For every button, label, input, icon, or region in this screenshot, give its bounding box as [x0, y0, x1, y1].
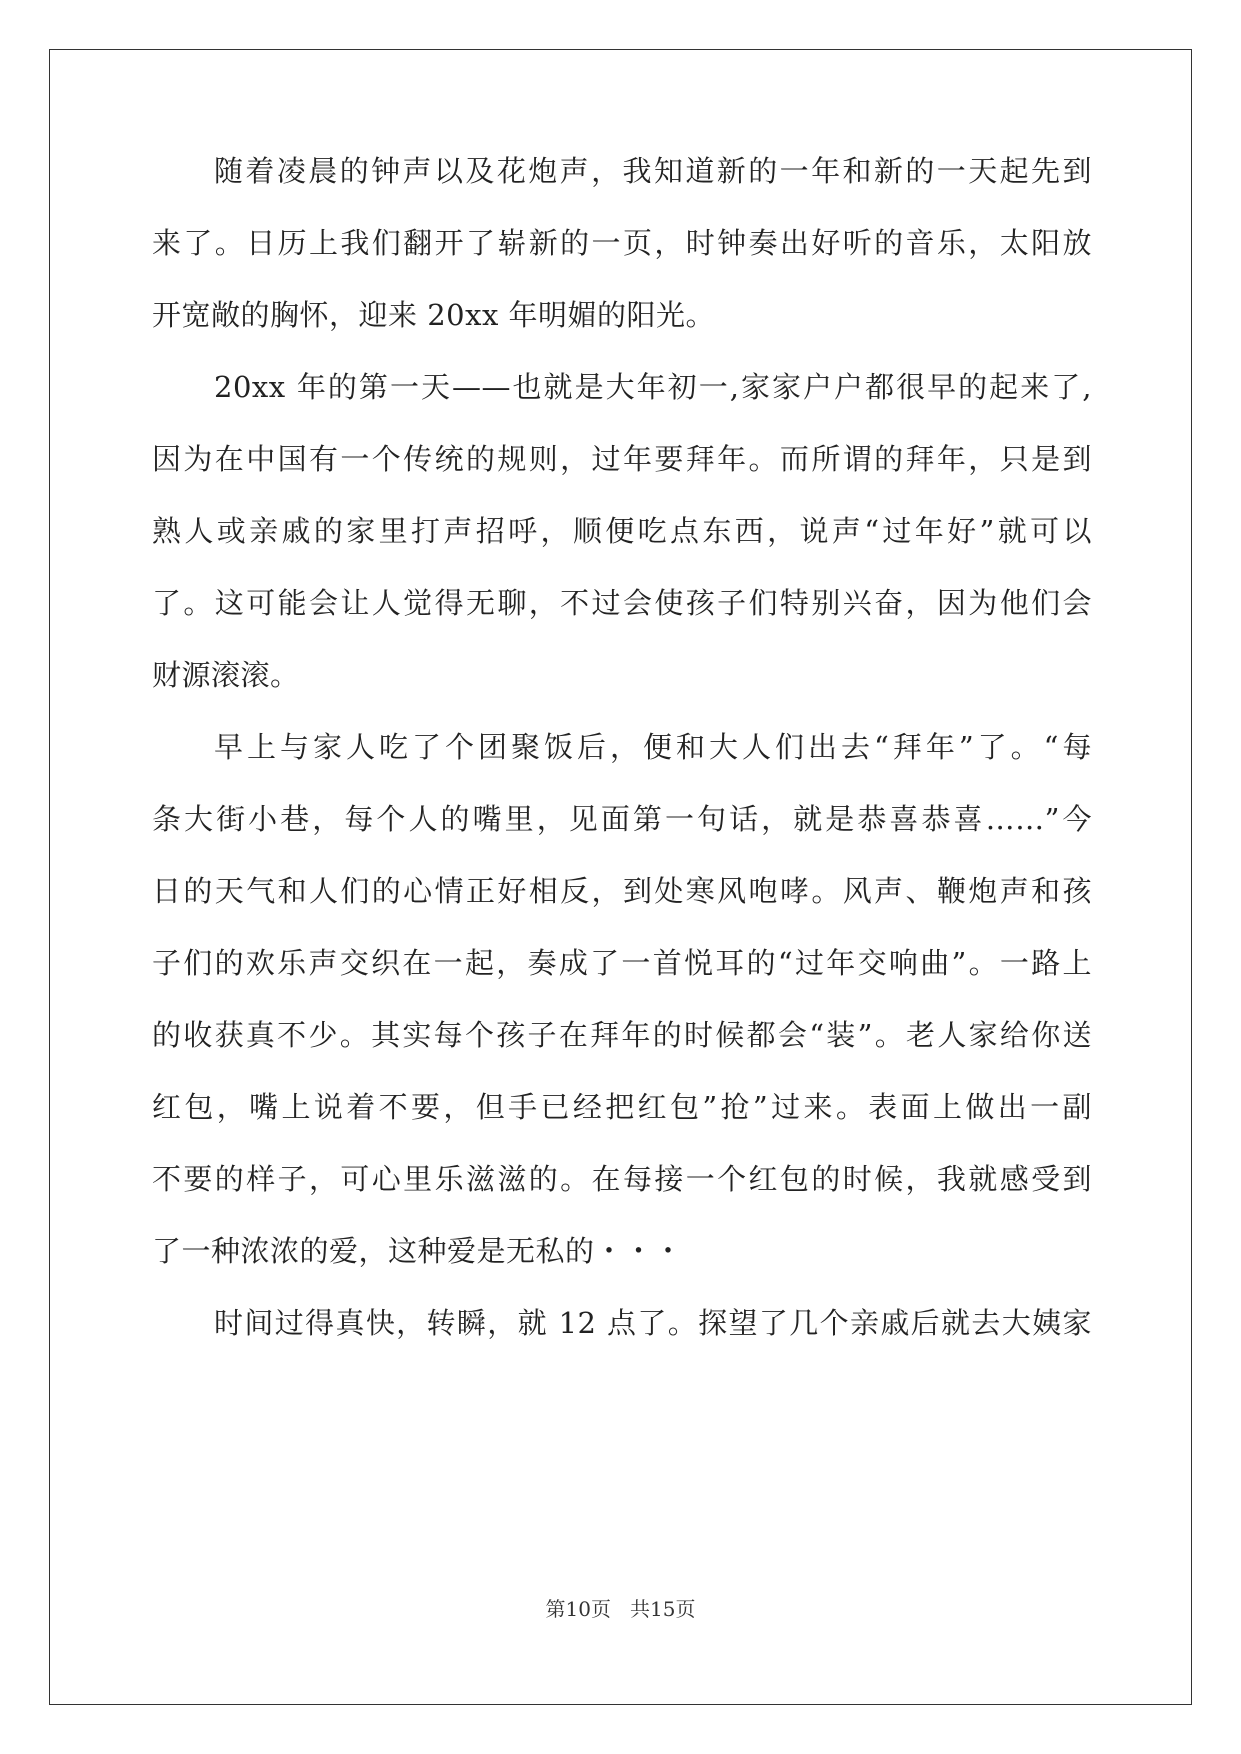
paragraph-2-line-2: 因为在中国有一个传统的规则，过年要拜年。而所谓的拜年，只是到: [152, 442, 1092, 476]
paragraph-3-line-8: 了一种浓浓的爱，这种爱是无私的・・・: [152, 1234, 684, 1268]
paragraph-1-line-3: 开宽敞的胸怀，迎来 20xx 年明媚的阳光。: [152, 298, 716, 332]
paragraph-3-line-4: 子们的欢乐声交织在一起，奏成了一首悦耳的“过年交响曲”。一路上: [152, 946, 1092, 980]
paragraph-1-line-2: 来了。日历上我们翻开了崭新的一页，时钟奏出好听的音乐，太阳放: [152, 226, 1092, 260]
paragraph-2-line-4: 了。这可能会让人觉得无聊，不过会使孩子们特别兴奋，因为他们会: [152, 586, 1092, 620]
paragraph-2-line-3: 熟人或亲戚的家里打声招呼，顺便吃点东西，说声“过年好”就可以: [152, 514, 1092, 548]
paragraph-3-line-6: 红包，嘴上说着不要，但手已经把红包”抢”过来。表面上做出一副: [152, 1090, 1092, 1124]
paragraph-3-line-1: 早上与家人吃了个团聚饭后，便和大人们出去“拜年”了。“每: [214, 730, 1092, 764]
paragraph-3-line-7: 不要的样子，可心里乐滋滋的。在每接一个红包的时候，我就感受到: [152, 1162, 1092, 1196]
page-footer: [0, 1595, 1241, 1623]
page-label-mid: 页 共: [590, 1597, 651, 1621]
page-label-prefix: 第: [545, 1597, 566, 1621]
paragraph-2-line-5: 财源滚滚。: [152, 658, 300, 692]
page-label-suffix: 页: [675, 1597, 696, 1621]
paragraph-2-line-1: 20xx 年的第一天——也就是大年初一,家家户户都很早的起来了,: [214, 370, 1092, 404]
total-pages-number: 15: [650, 1597, 676, 1621]
paragraph-3-line-5: 的收获真不少。其实每个孩子在拜年的时候都会“装”。老人家给你送: [152, 1018, 1092, 1052]
current-page-number: 10: [565, 1597, 591, 1621]
paragraph-3-line-3: 日的天气和人们的心情正好相反，到处寒风咆哮。风声、鞭炮声和孩: [152, 874, 1092, 908]
paragraph-1-line-1: 随着凌晨的钟声以及花炮声，我知道新的一年和新的一天起先到: [214, 154, 1092, 188]
paragraph-4-line-1: 时间过得真快，转瞬，就 12 点了。探望了几个亲戚后就去大姨家: [214, 1306, 1092, 1340]
paragraph-3-line-2: 条大街小巷，每个人的嘴里，见面第一句话，就是恭喜恭喜……”今: [152, 802, 1092, 836]
